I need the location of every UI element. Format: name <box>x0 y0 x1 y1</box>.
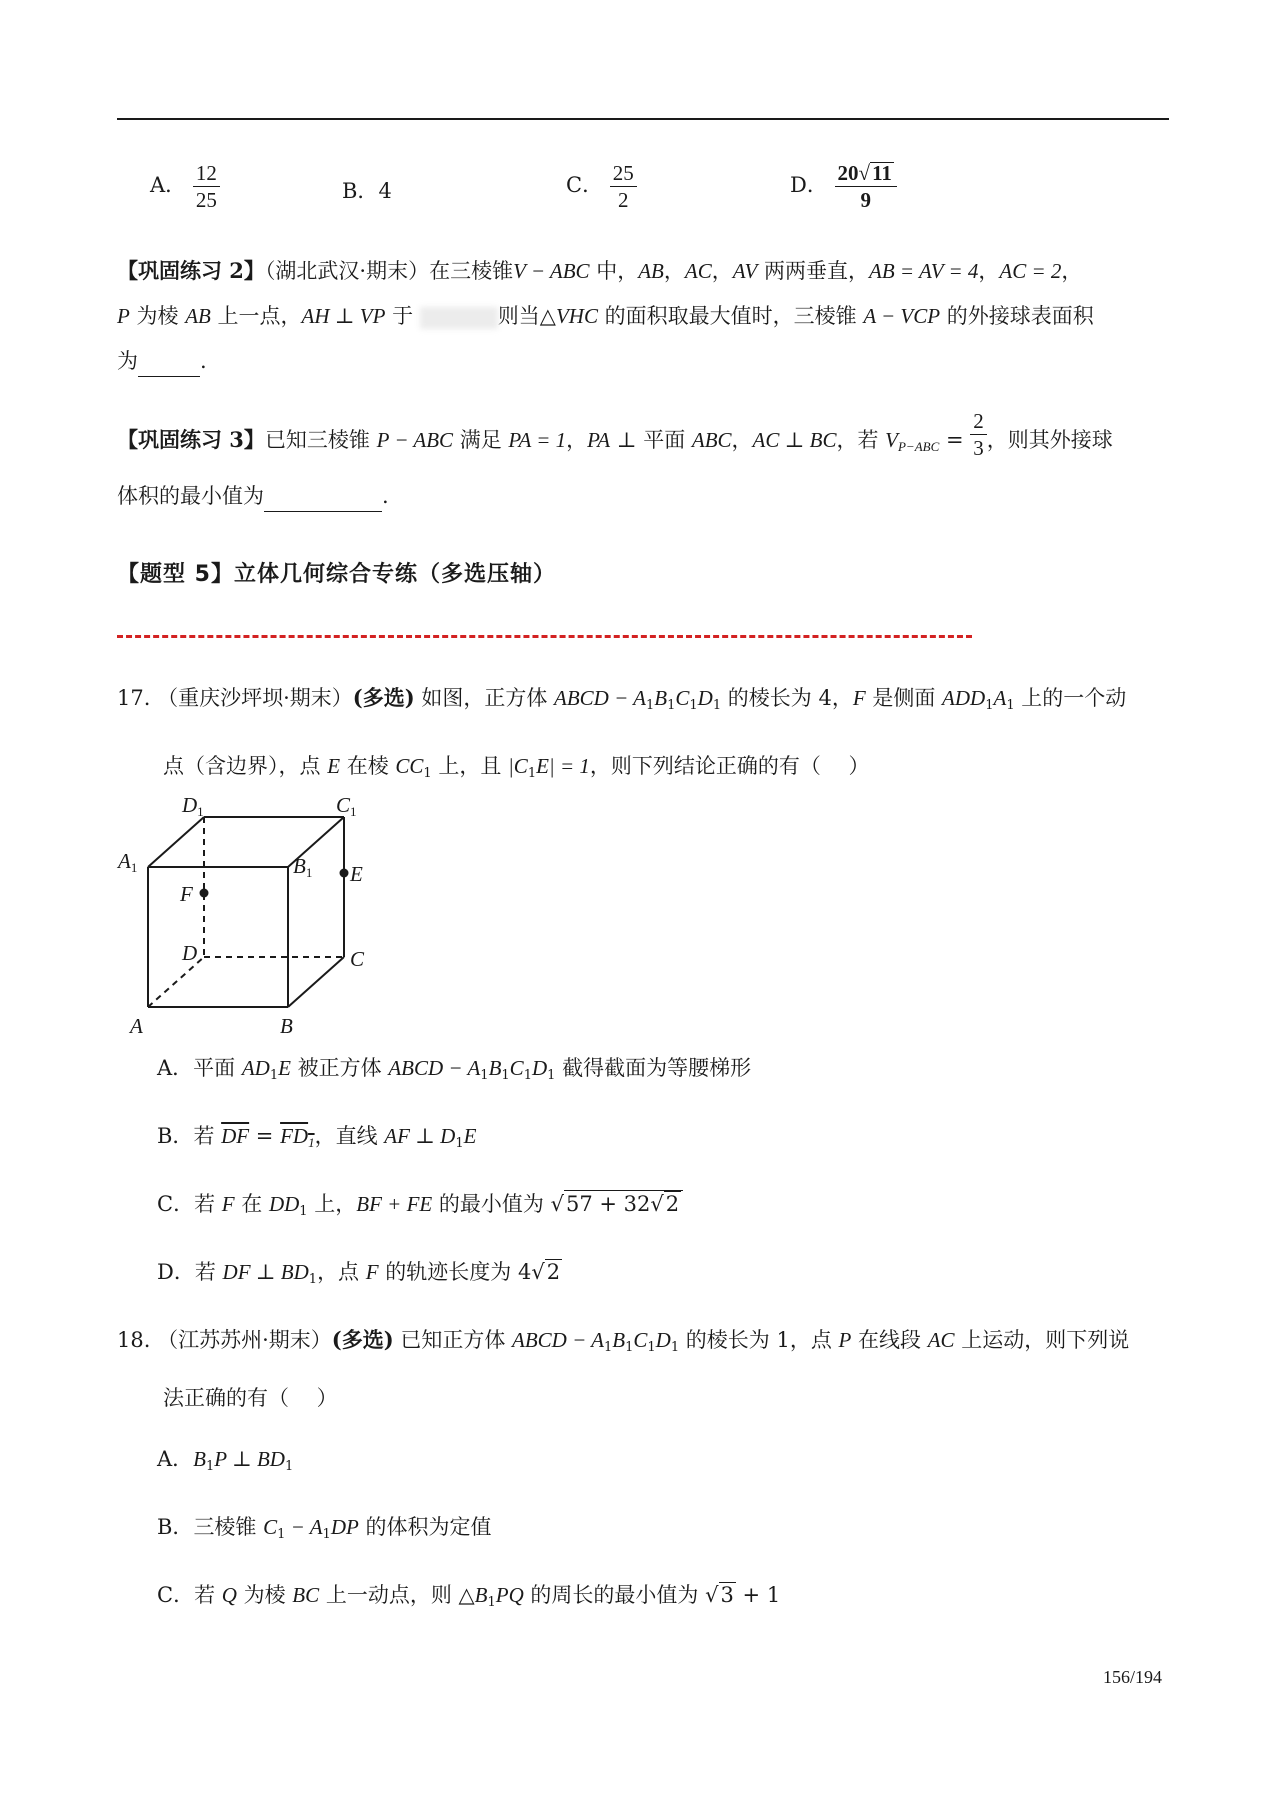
section-divider <box>117 635 972 638</box>
point-f <box>200 889 209 898</box>
prev-option-d: D． $\frac{20√11}{9}$ <box>790 160 897 213</box>
q17-option-b: B．若 $\overline{DF} = FD_1$，直线 AF ⊥ $D_1E$ <box>157 1124 477 1151</box>
q18-line1: 18. （江苏苏州·期末）(多选) 已知正方体 ABCD − $A_1B_1C_1D_1$ 的棱长为 1，点 P 在线段 AC 上运动，则下列说 <box>117 1327 1130 1355</box>
point-e <box>340 869 349 878</box>
ex2-line1: 【巩固练习 2】（湖北武汉·期末）在三棱锥V − ABC 中，AB，AC，AV 两两垂直，AB = AV = 4，AC = 2， <box>117 258 1083 283</box>
fraction: $\frac{12}{25}$ <box>193 160 220 213</box>
label-c1: C1 <box>336 795 357 819</box>
label-d1: D1 <box>182 795 204 819</box>
q18-option-b: B．三棱锥 $C_1 - A_1DP$ 的体积为定值 <box>157 1515 492 1542</box>
q17-option-a: A．平面 $AD_1E$ 被正方体 ABCD − $A_1B_1C_1D_1$ 截得截面为等腰梯形 <box>157 1056 752 1083</box>
q18-line2: 法正确的有（ ） <box>163 1386 338 1410</box>
q17-line1: 17. （重庆沙坪坝·期末）(多选) 如图，正方体 ABCD − $A_1B_1C_1D_1$ 的棱长为 4，F 是侧面 $ADD_1A_1$ 上的一个动 <box>117 685 1127 713</box>
answer-blank <box>138 346 200 377</box>
edge-a1-d1 <box>148 817 204 867</box>
label-f: F <box>180 882 193 906</box>
label-c: C <box>350 947 365 971</box>
cube-figure <box>110 795 390 1040</box>
fraction: $\frac{20√11}{9}$ <box>835 160 897 213</box>
blurred-region <box>420 307 498 329</box>
answer-blank <box>264 481 382 512</box>
section-title: 【题型 5】立体几何综合专练（多选压轴） <box>117 562 556 587</box>
header-rule <box>117 118 1169 120</box>
label-d: D <box>182 941 198 965</box>
ex3-line1: 【巩固练习 3】已知三棱锥 P − ABC 满足 PA = 1，PA ⊥ 平面 ABC，AC ⊥ BC，若 $V_{P-ABC}$ = $\frac{2}{3}$ ，则其外接球 <box>117 409 1113 460</box>
fraction: $\frac{25}{2}$ <box>610 160 637 213</box>
fraction: $\frac{2}{3}$ <box>970 408 987 461</box>
edge-b-c <box>288 957 344 1007</box>
ex2-line3: 为 . <box>117 346 207 377</box>
label-b1: B1 <box>293 854 313 880</box>
q17-option-c: C．若 F 在 $DD_1$ 上，BF + FE 的最小值为 √57 + 32√2 <box>157 1189 683 1227</box>
prev-option-b: B．4 <box>342 179 392 203</box>
q18-option-a: A．$B_1P$ ⊥ $BD_1$ <box>157 1447 294 1474</box>
label-e: E <box>350 862 363 886</box>
q18-option-c: C．若 Q 为棱 BC 上一动点，则 $\triangle B_1PQ$ 的周长的最小值为 √3 + 1 <box>157 1583 781 1610</box>
label-a1: A1 <box>118 849 138 875</box>
page-number: 156/194 <box>1103 1667 1163 1687</box>
ex2-line2: P 为棱 AB 上一点，AH ⊥ VP 于 则当△VHC 的面积取最大值时，三棱锥 A − VCP 的外接球表面积 <box>117 304 1094 328</box>
ex3-line2: 体积的最小值为 . <box>117 481 389 512</box>
label-a: A <box>130 1014 143 1038</box>
prev-option-a: A． $\frac{12}{25}$ <box>150 160 220 213</box>
q17-option-d: D．若 DF ⊥ $BD_1$，点 F 的轨迹长度为 4√2 <box>157 1260 561 1287</box>
prev-option-c: C． $\frac{25}{2}$ <box>566 160 637 213</box>
label-b: B <box>280 1014 293 1038</box>
q17-line2: 点（含边界），点 E 在棱 $CC_1$ 上，且 $|C_1E| = 1$，则下列结论正确的有（ ） <box>163 754 870 781</box>
